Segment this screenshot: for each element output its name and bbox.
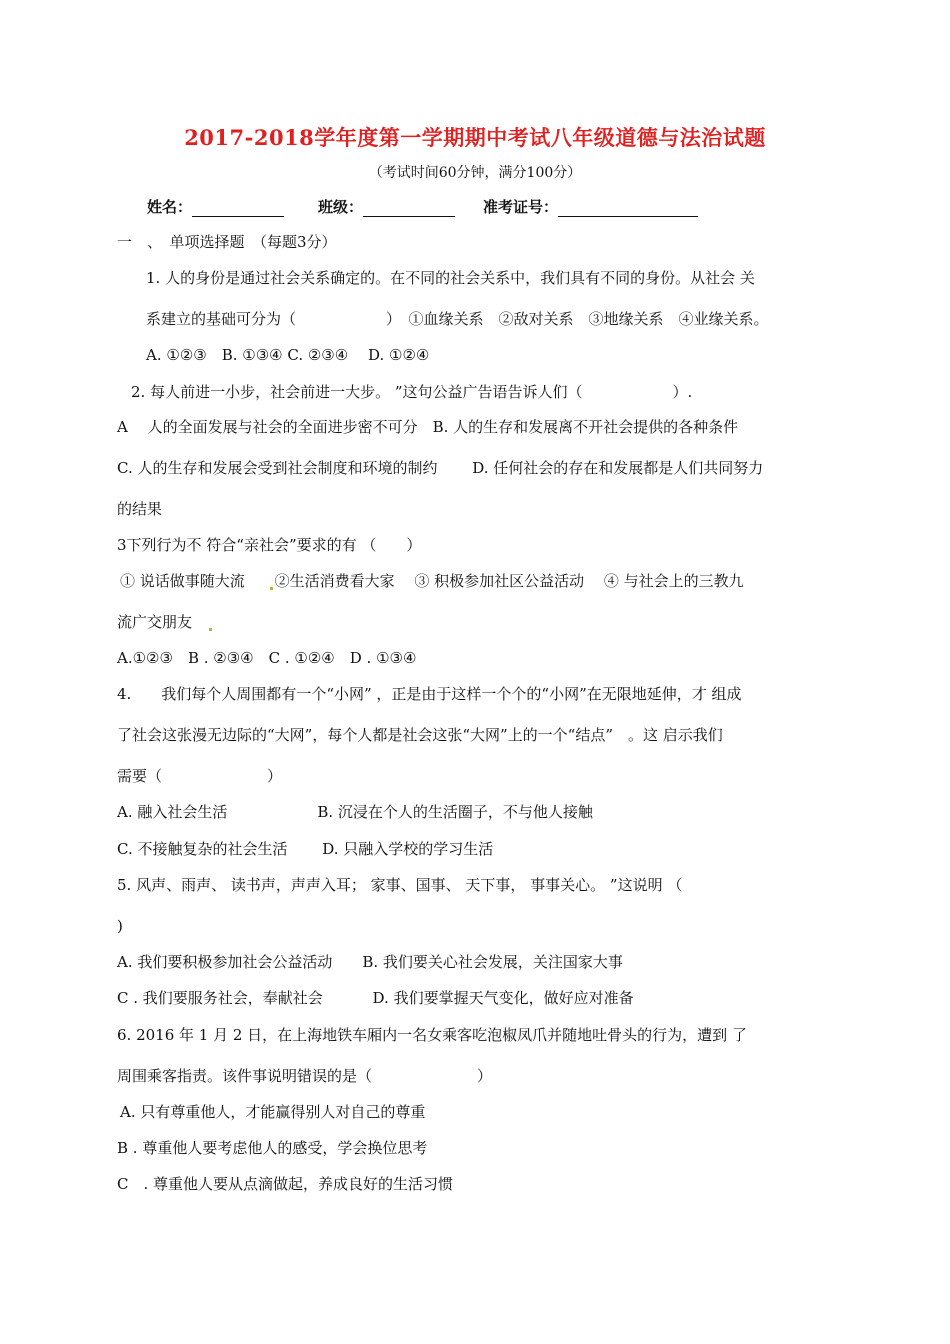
q3-item-cont: 流广交朋友 <box>117 613 193 631</box>
section-heading: 一 、 单项选择题 （每题3分） <box>117 233 337 251</box>
q1-options: A. ①②③ B. ①③④ C. ②③④ D. ①②④ <box>146 346 430 364</box>
name-blank[interactable] <box>192 200 284 217</box>
q4-stem-line-2: 了社会这张漫无边际的“大网”，每个人都是社会这张“大网”上的一个“结点” 。这 启示我们 <box>117 726 723 744</box>
q3-stem: 3下列行为不 符合“亲社会”要求的有 （ ） <box>117 536 422 554</box>
q2-options-cd: C. 人的生存和发展会受到社会制度和环境的制约 D. 任何社会的存在和发展都是人们共同努力 <box>117 459 764 477</box>
q3-options: A.①②③ B . ②③④ C . ①②④ D . ①③④ <box>117 649 417 667</box>
exam-id-blank[interactable] <box>558 200 698 217</box>
page-subtitle: （考试时间60分钟，满分100分） <box>368 165 582 181</box>
q3-items-line-2 <box>117 612 214 632</box>
speck-mark <box>270 587 273 590</box>
q2-stem: 2. 每人前进一小步，社会前进一大步。 ”这句公益广告语告诉人们（ ）. <box>131 383 693 401</box>
exam-id-label: 准考证号： <box>483 198 559 216</box>
student-info-fields <box>147 196 698 217</box>
speck-mark <box>209 628 212 631</box>
q1-stem-line-1: 1. 人的身份是通过社会关系确定的。在不同的社会关系中，我们具有不同的身份。从社会 关 <box>146 269 755 287</box>
class-blank[interactable] <box>363 200 455 217</box>
q3-item-1: ① 说话做事随大流 <box>120 572 245 590</box>
name-label: 姓名： <box>147 198 193 216</box>
q5-options-cd: C . 我们要服务社会，奉献社会 D. 我们要掌握天气变化，做好应对准备 <box>117 989 634 1007</box>
q3-items-rest: ②生活消费看大家 ③ 积极参加社区公益活动 ④ 与社会上的三教九 <box>274 572 744 590</box>
q4-stem-line-1: 4. 我们每个人周围都有一个“小网” ，正是由于这样一个个的“小网”在无限地延伸，才 组成 <box>117 685 742 703</box>
q5-options-ab: A. 我们要积极参加社会公益活动 B. 我们要关心社会发展，关注国家大事 <box>117 953 623 971</box>
q2-options-ab: A 人的全面发展与社会的全面进步密不可分 B. 人的生存和发展离不开社会提供的各种条件 <box>117 418 739 436</box>
q4-options-cd: C. 不接触复杂的社会生活 D. 只融入学校的学习生活 <box>117 840 494 858</box>
q3-items-line-1 <box>120 571 744 591</box>
class-label: 班级： <box>318 198 364 216</box>
q5-stem-line-2: ) <box>117 917 123 935</box>
q6-option-a: A. 只有尊重他人，才能赢得别人对自己的尊重 <box>120 1103 426 1121</box>
q6-stem-line-2: 周围乘客指责。该件事说明错误的是（ ） <box>117 1067 493 1085</box>
q6-option-b: B . 尊重他人要考虑他人的感受，学会换位思考 <box>117 1139 428 1157</box>
q4-stem-line-3: 需要（ ） <box>117 767 283 785</box>
q5-stem-line-1: 5. 风声、雨声、 读书声，声声入耳； 家事、国事、 天下事， 事事关心。 ”这说明 （ <box>117 876 683 894</box>
q2-options-cd-cont: 的结果 <box>117 500 163 518</box>
q4-options-ab: A. 融入社会生活 B. 沉浸在个人的生活圈子，不与他人接触 <box>117 803 593 821</box>
q6-stem-line-1: 6. 2016 年 1 月 2 日，在上海地铁车厢内一名女乘客吃泡椒凤爪并随地吐骨头的行为，遭到 了 <box>117 1026 747 1044</box>
q6-option-c: C . 尊重他人要从点滴做起，养成良好的生活习惯 <box>117 1175 454 1193</box>
q1-stem-line-2: 系建立的基础可分为（ ） ①血缘关系 ②敌对关系 ③地缘关系 ④业缘关系。 <box>146 310 769 328</box>
page-title: 2017-2018学年度第一学期期中考试八年级道德与法治试题 <box>184 125 766 150</box>
